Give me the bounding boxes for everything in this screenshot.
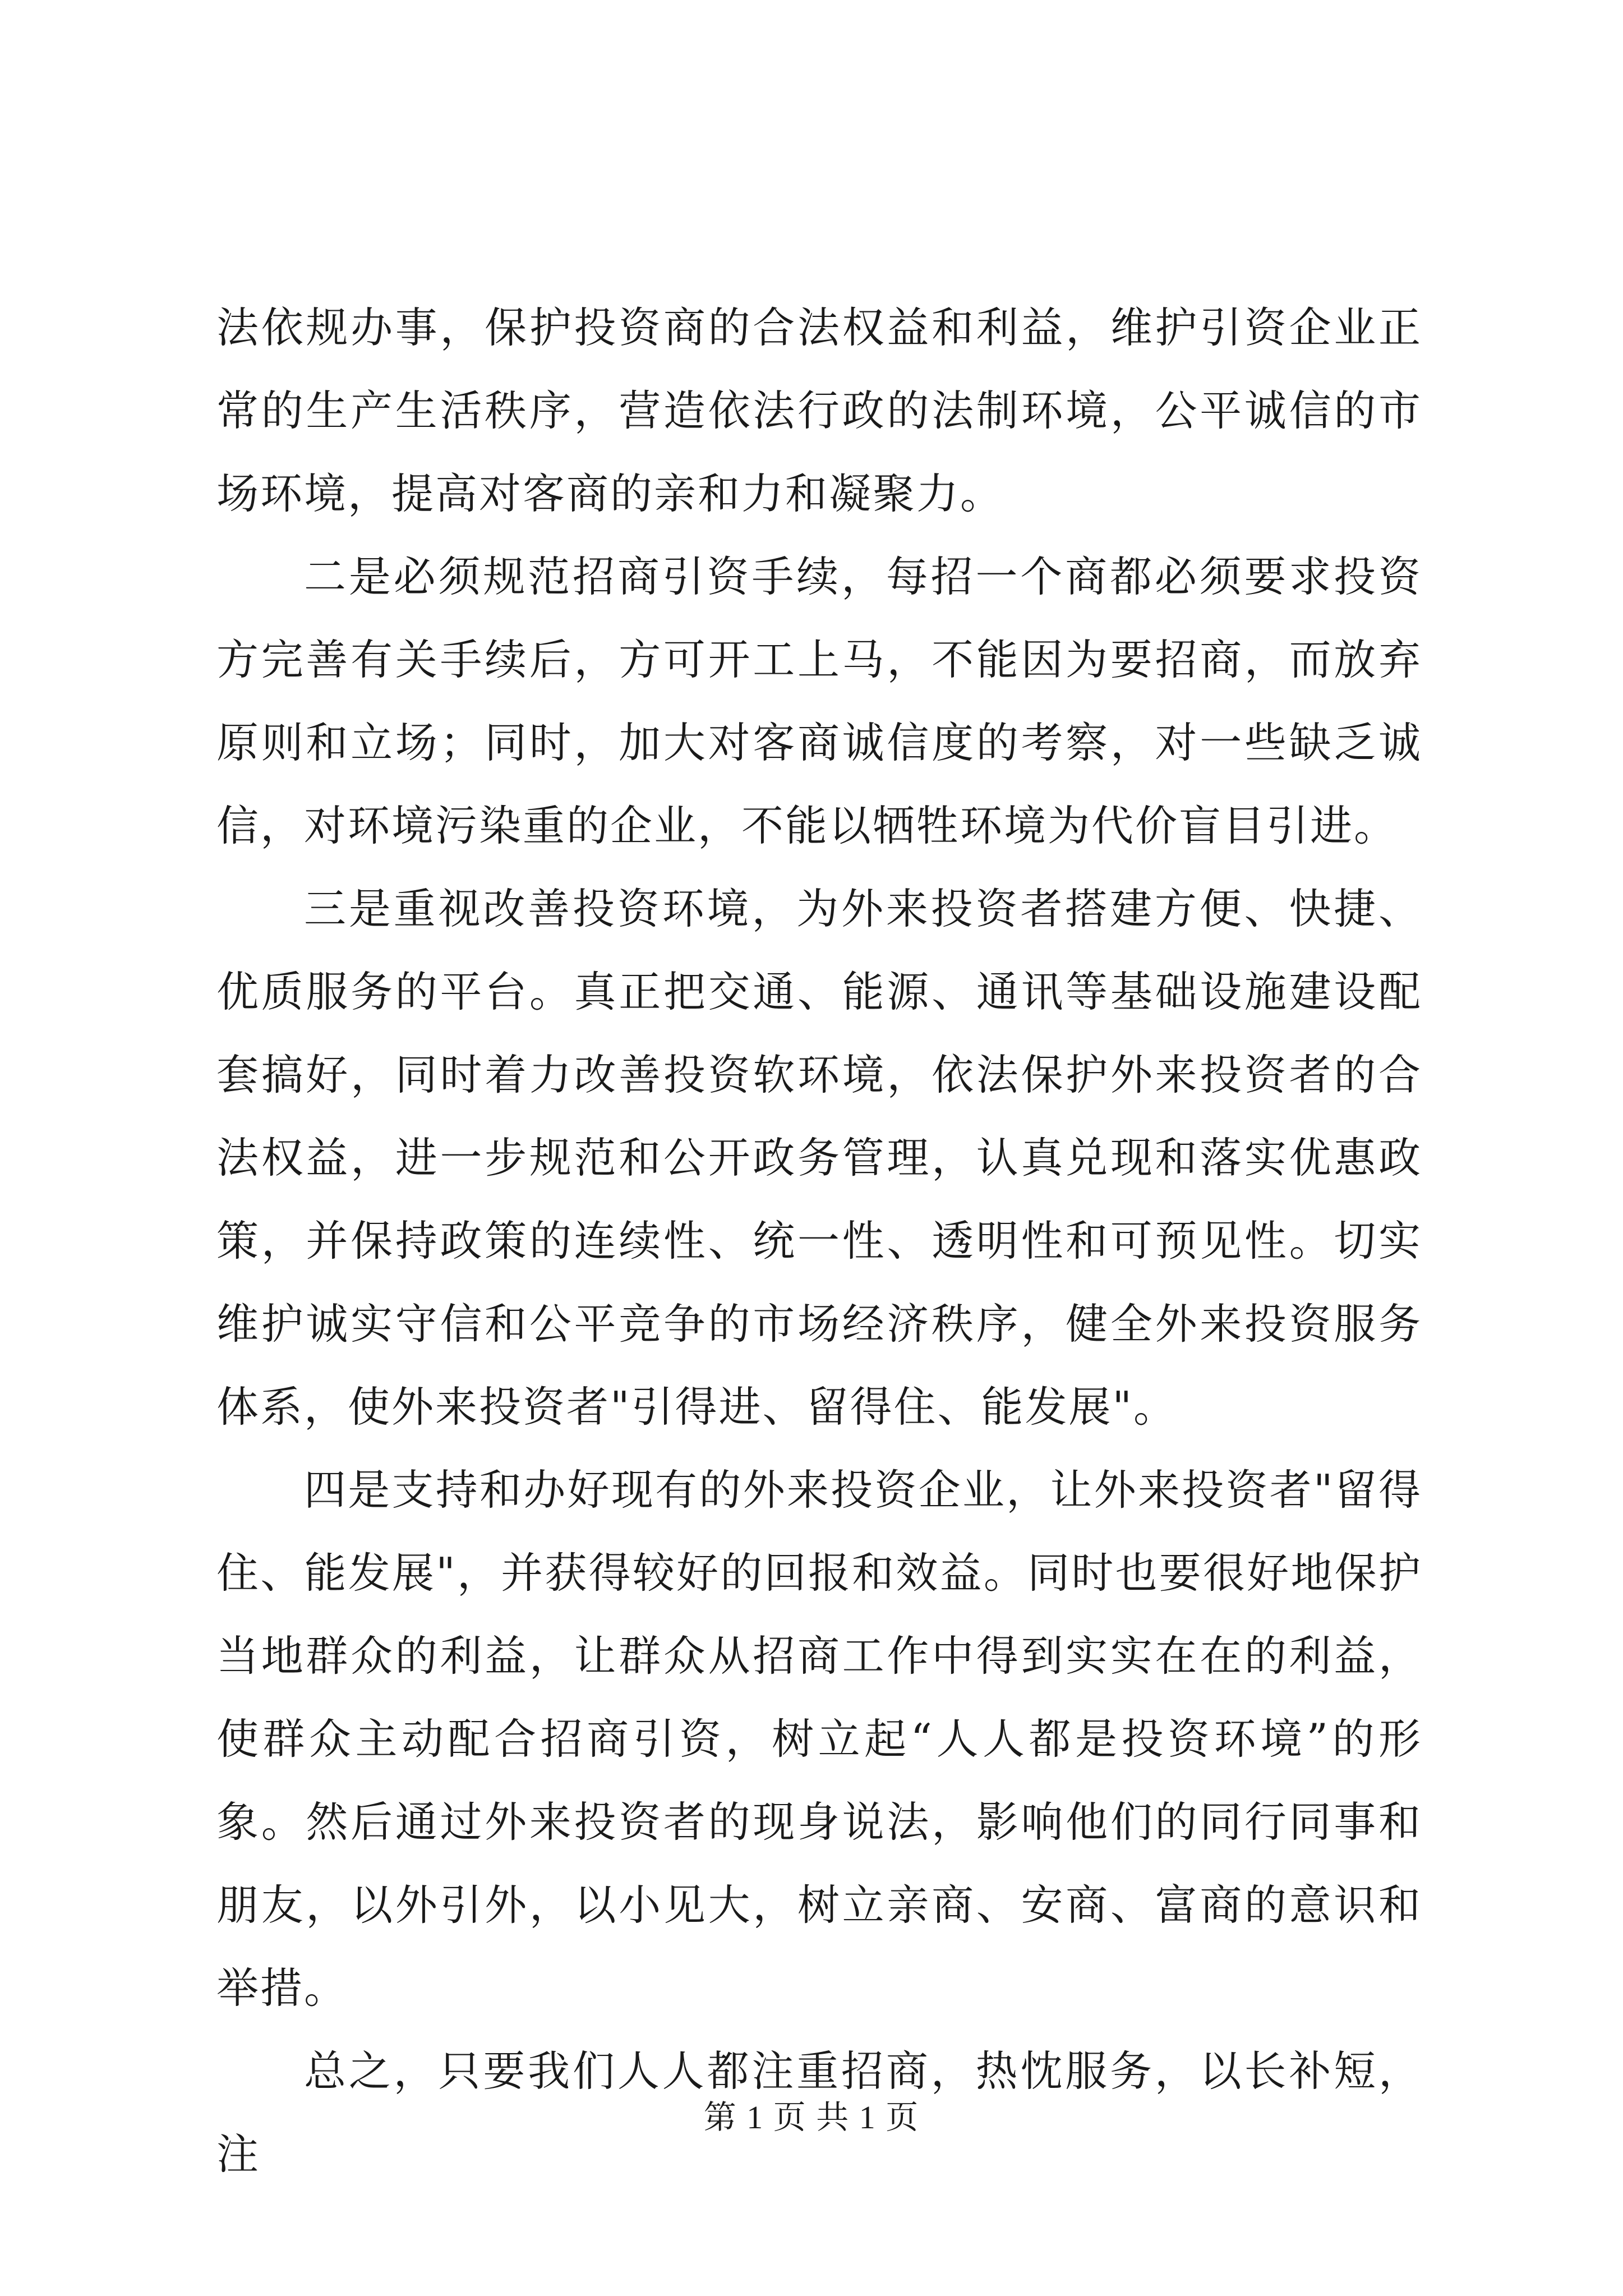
page-number-footer: 第 1 页 共 1 页 <box>703 2099 920 2136</box>
document-body <box>216 286 1422 2196</box>
paragraph-continuation: 法依规办事，保护投资商的合法权益和利益，维护引资企业正常的生产生活秩序，营造依法行政的法制环境，公平诚信的市场环境，提高对客商的亲和力和凝聚力。 <box>216 303 1422 518</box>
paragraph-point-three: 三是重视改善投资环境，为外来投资者搭建方便、快捷、优质服务的平台。真正把交通、能源、通讯等基础设施建设配套搞好，同时着力改善投资软环境，依法保护外来投资者的合法权益，进一步规范和公开政务管理，认真兑现和落实优惠政策，并保持政策的连续性、统一性、透明性和可预见性。切实维护诚实守信和公平竞争的市场经济秩序，健全外来投资服务体系，使外来投资者"引得进、留得住、能发展"。 <box>216 884 1422 1432</box>
paragraph-point-four: 四是支持和办好现有的外来投资企业，让外来投资者"留得住、能发展"，并获得较好的回报和效益。同时也要很好地保护当地群众的利益，让群众从招商工作中得到实实在在的利益，使群众主动配合招商引资，树立起“人人都是投资环境”的形象。然后通过外来投资者的现身说法，影响他们的同行同事和朋友，以外引外，以小见大，树立亲商、安商、富商的意识和举措。 <box>216 1465 1422 2013</box>
paragraph-point-two: 二是必须规范招商引资手续，每招一个商都必须要求投资方完善有关手续后，方可开工上马，不能因为要招商，而放弃原则和立场；同时，加大对客商诚信度的考察，对一些缺乏诚信，对环境污染重的企业，不能以牺牲环境为代价盲目引进。 <box>216 552 1422 850</box>
paragraph-conclusion: 总之，只要我们人人都注重招商，热忱服务，以长补短，注 <box>216 2046 1422 2179</box>
